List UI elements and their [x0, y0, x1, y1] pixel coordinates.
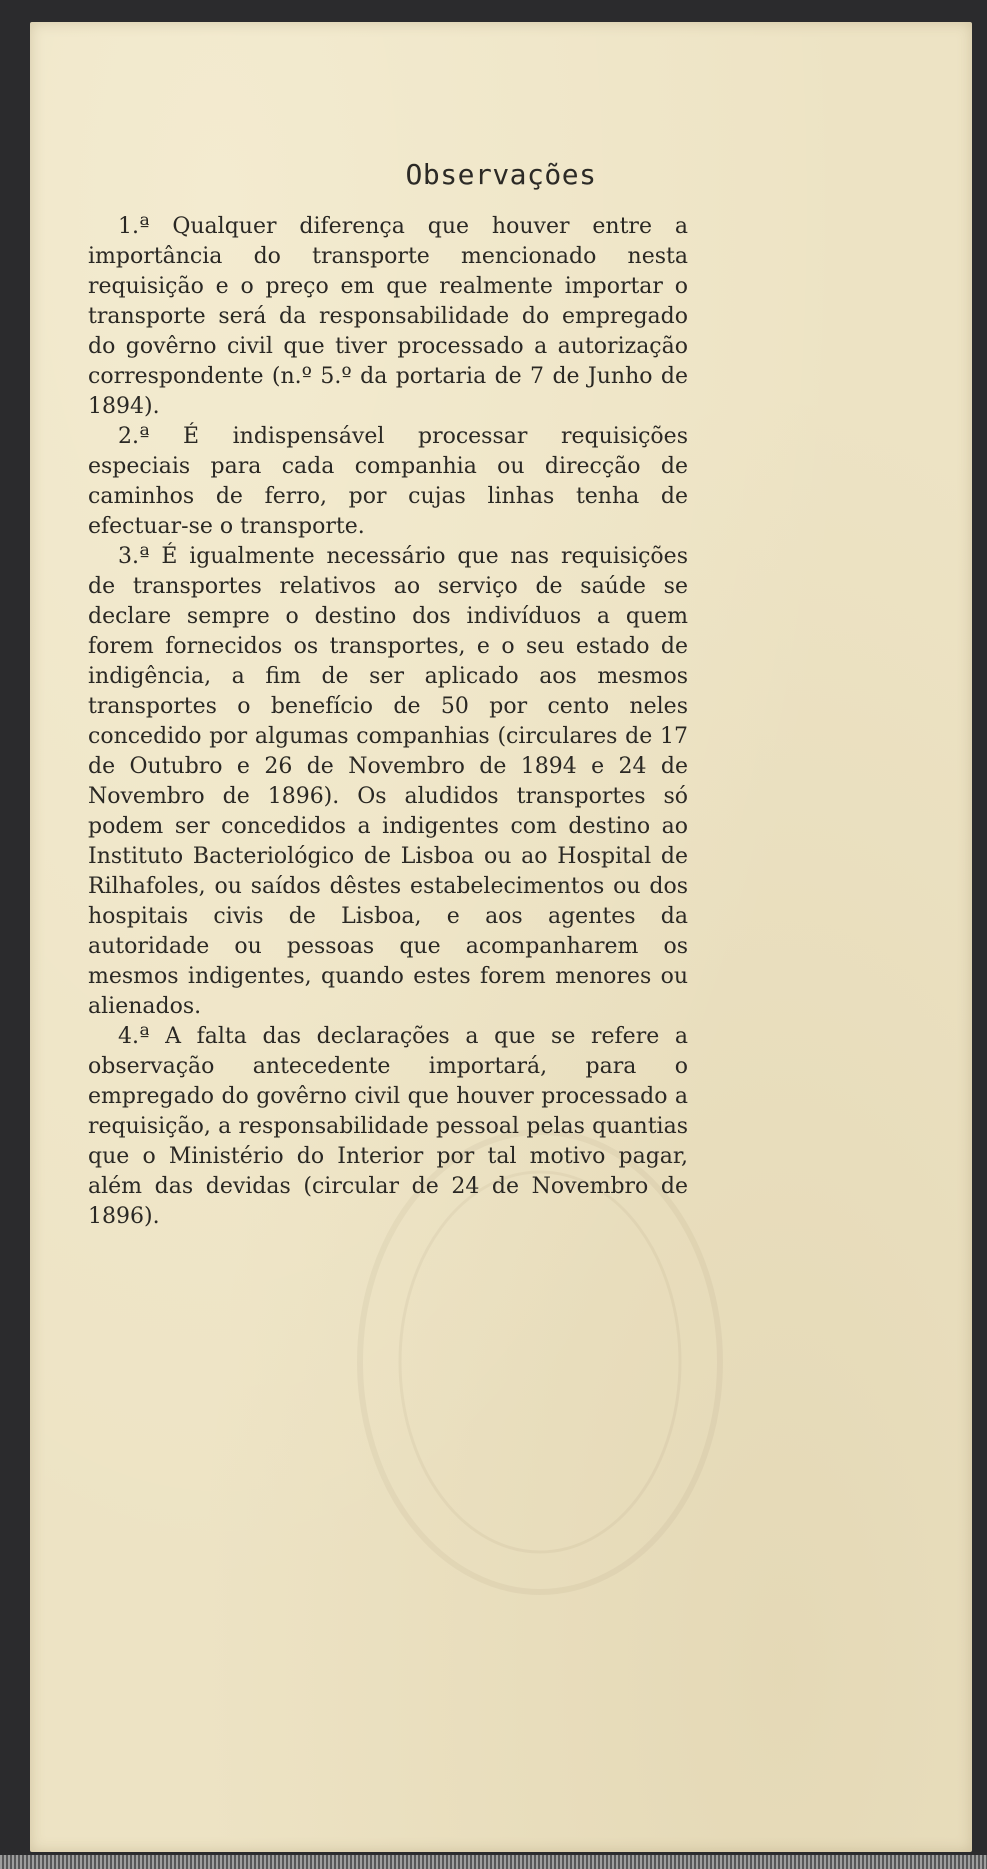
scan-ruler: [0, 1855, 987, 1869]
observations-text: [88, 212, 688, 1232]
page-title: Observações: [405, 158, 597, 191]
observation-3: 3.ª É igualmente necessário que nas requisições de transportes relativos ao serviço de saúde se declare sempre o destino dos indivíduos a quem forem fornecidos os transportes, e o seu estado de indigência, a fim de ser aplicado aos mesmos transportes o benefício de 50 por cento neles concedido por algumas companhias (circulares de 17 de Outubro e 26 de Novembro de 1894 e 24 de Novembro de 1896). Os aludidos transportes só podem ser concedidos a indigentes com destino ao Instituto Bacteriológico de Lisboa ou ao Hospital de Rilhafoles, ou saídos dêstes estabelecimentos ou dos hospitais civis de Lisboa, e aos agentes da autoridade ou pessoas que acompanharem os mesmos indigentes, quando estes forem menores ou alienados.: [88, 544, 688, 1019]
observation-1: 1.ª Qualquer diferença que houver entre a importância do transporte mencionado nesta requisição e o preço em que realmente importar o transporte será da responsabilidade do empregado do govêrno civil que tiver processado a autorização correspondente (n.º 5.º da portaria de 7 de Junho de 1894).: [88, 214, 688, 419]
observation-4: 4.ª A falta das declarações a que se refere a observação antecedente importará, para o empregado do govêrno civil que houver processado a requisição, a responsabilidade pessoal pelas quantias que o Ministério do Interior por tal motivo pagar, além das devidas (circular de 24 de Novembro de 1896).: [88, 1024, 688, 1229]
observation-2: 2.ª É indispensável processar requisições especiais para cada companhia ou direcção de caminhos de ferro, por cujas linhas tenha de efectuar-se o transporte.: [88, 424, 688, 539]
document-page: [30, 22, 972, 1852]
faded-stamp-watermark: [330, 1102, 750, 1622]
